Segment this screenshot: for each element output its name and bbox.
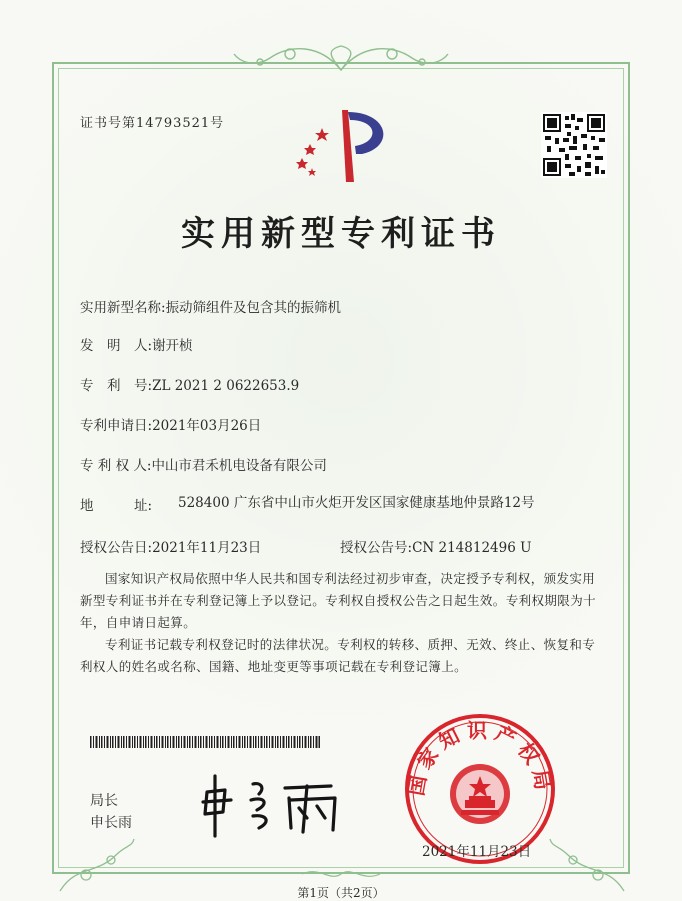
- field-announcement-date: [80, 536, 261, 556]
- seal-date: 2021年11月23日: [422, 844, 532, 860]
- field-value: 中山市君禾机电设备有限公司: [151, 458, 327, 474]
- legal-status-paragraph: 专利证书记载专利权登记时的法律状况。专利权的转移、质押、无效、终止、恢复和专利权人的姓名或名称、国籍、地址变更等事项记载在专利登记簿上。: [80, 637, 596, 674]
- svg-text:国家知识产权局: 国家知识产权局: [403, 718, 557, 798]
- director-title: 局长: [90, 793, 118, 809]
- certificate-number: 证书号第14793521号: [80, 116, 225, 131]
- field-value: 谢开桢: [152, 338, 193, 354]
- field-label: 授权公告号:: [340, 540, 413, 556]
- field-value: 振动筛组件及包含其的振筛机: [165, 300, 342, 316]
- barcode-icon: [90, 736, 320, 748]
- director-name: 申长雨: [90, 815, 132, 831]
- field-label: 授权公告日:: [80, 540, 153, 556]
- field-value: 2021年11月23日: [152, 540, 262, 556]
- field-label: 地 址:: [80, 498, 153, 514]
- certificate-title: 实用新型专利证书: [181, 214, 501, 254]
- bottom-center-ornament-icon: [300, 864, 382, 884]
- field-label: 专 利 权 人:: [80, 458, 152, 474]
- page-footer: 第1页（共2页）: [297, 886, 385, 900]
- field-patentee: [80, 454, 327, 474]
- field-application-date: [80, 414, 261, 434]
- field-label: 专 利 号:: [80, 378, 153, 394]
- field-value: 2021年03月26日: [152, 418, 262, 434]
- field-address-label: [80, 494, 152, 514]
- field-inventor: [80, 334, 193, 354]
- top-ornament-icon: [230, 40, 452, 76]
- field-label: 发 明 人:: [80, 338, 153, 354]
- patent-office-logo-icon: [292, 106, 402, 186]
- field-address-value: 528400 广东省中山市火炬开发区国家健康基地仲景路12号: [178, 495, 535, 511]
- field-label: 专利申请日:: [80, 418, 153, 434]
- field-utility-model-name: [80, 296, 341, 316]
- field-label: 实用新型名称:: [80, 300, 166, 316]
- field-value: ZL 2021 2 0622653.9: [152, 378, 300, 394]
- grant-paragraph: 国家知识产权局依照中华人民共和国专利法经过初步审查，决定授予专利权，颁发实用新型专利证书并在专利登记簿上予以登记。专利权自授权公告之日起生效。专利权期限为十年，自申请日起算。: [80, 571, 597, 630]
- qr-code-icon[interactable]: [541, 112, 607, 178]
- field-announcement-number: [340, 536, 531, 556]
- field-patent-number: [80, 374, 299, 394]
- director-signature-icon: [195, 770, 355, 840]
- field-value: CN 214812496 U: [412, 540, 532, 556]
